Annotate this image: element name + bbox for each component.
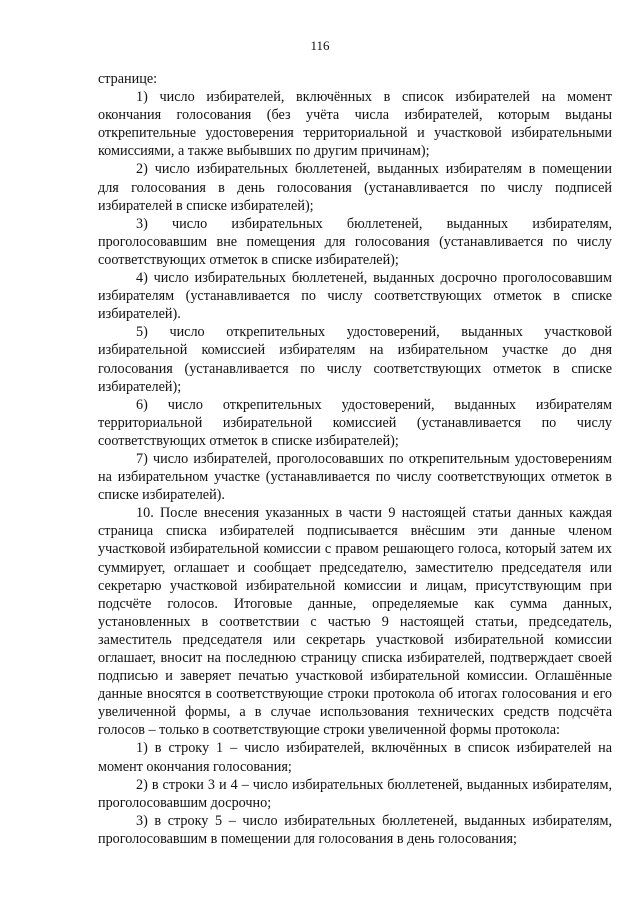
- paragraph-part-10: 10. После внесения указанных в части 9 настоящей статьи данных каждая страница списка избирателей подписывается внёсшим эти данные членом участковой избирательной комиссии с правом решающего голоса, который затем их суммирует, оглашает и сообщает председателю, заместителю председателя или секретарю участковой избирательной комиссии и лицам, присутствующим при подсчёте голосов. Итоговые данные, определяемые как сумма данных, установленных в соответствии с частью 9 настоящей статьи, председатель, заместитель председателя или секретарь участковой избирательной комиссии оглашает, вносит на последнюю страницу списка избирателей, подтверждает своей подписью и заверяет печатью участковой избирательной комиссии. Оглашённые данные вносятся в соответствующие строки протокола об итогах голосования и его увеличенной формы, а в случае использования технических средств подсчёта голосов – только в соответствующие строки увеличенной формы протокола:: [98, 505, 612, 739]
- paragraph-lines-3-4: 2) в строки 3 и 4 – число избирательных бюллетеней, выданных избирателям, проголосовавшим досрочно;: [98, 776, 612, 811]
- paragraph-item-3: 3) число избирательных бюллетеней, выданных избирателям, проголосовавшим вне помещения для голосования (устанавливается по числу соответствующих отметок в списке избирателей);: [98, 215, 612, 268]
- paragraph-item-4: 4) число избирательных бюллетеней, выданных досрочно проголосовавшим избирателям (устанавливается по числу соответствующих отметок в списке избирателей).: [98, 270, 612, 323]
- page-number: 116: [310, 38, 330, 53]
- paragraph-item-6: 6) число открепительных удостоверений, выданных избирателям территориальной избирательной комиссией (устанавливается по числу соответствующих отметок в списке избирателей);: [98, 396, 612, 449]
- paragraph-item-1: 1) число избирателей, включённых в список избирателей на момент окончания голосования (без учёта числа избирателей, которым выданы открепительные удостоверения территориальной и участковой избирательными комиссиями, а также выбывших по другим причинам);: [98, 89, 612, 160]
- paragraph-item-2: 2) число избирательных бюллетеней, выданных избирателям в помещении для голосования в день голосования (устанавливается по числу подписей избирателей в списке избирателей);: [98, 161, 612, 214]
- paragraph-item-5: 5) число открепительных удостоверений, выданных участковой избирательной комиссией избирателям на избирательном участке до дня голосования (устанавливается по числу соответствующих отметок в списке избирателей);: [98, 324, 612, 395]
- paragraph-item-7: 7) число избирателей, проголосовавших по открепительным удостоверениям на избирательном участке (устанавливается по числу соответствующих отметок в списке избирателей).: [98, 450, 612, 504]
- paragraph-line-5: 3) в строку 5 – число избирательных бюллетеней, выданных избирателям, проголосовавшим в помещении для голосования в день голосования;: [98, 812, 612, 847]
- paragraph-continuation: странице:: [98, 71, 158, 87]
- paragraph-line-1: 1) в строку 1 – число избирателей, включённых в список избирателей на момент окончания голосования;: [98, 740, 612, 775]
- document-body: [98, 70, 612, 848]
